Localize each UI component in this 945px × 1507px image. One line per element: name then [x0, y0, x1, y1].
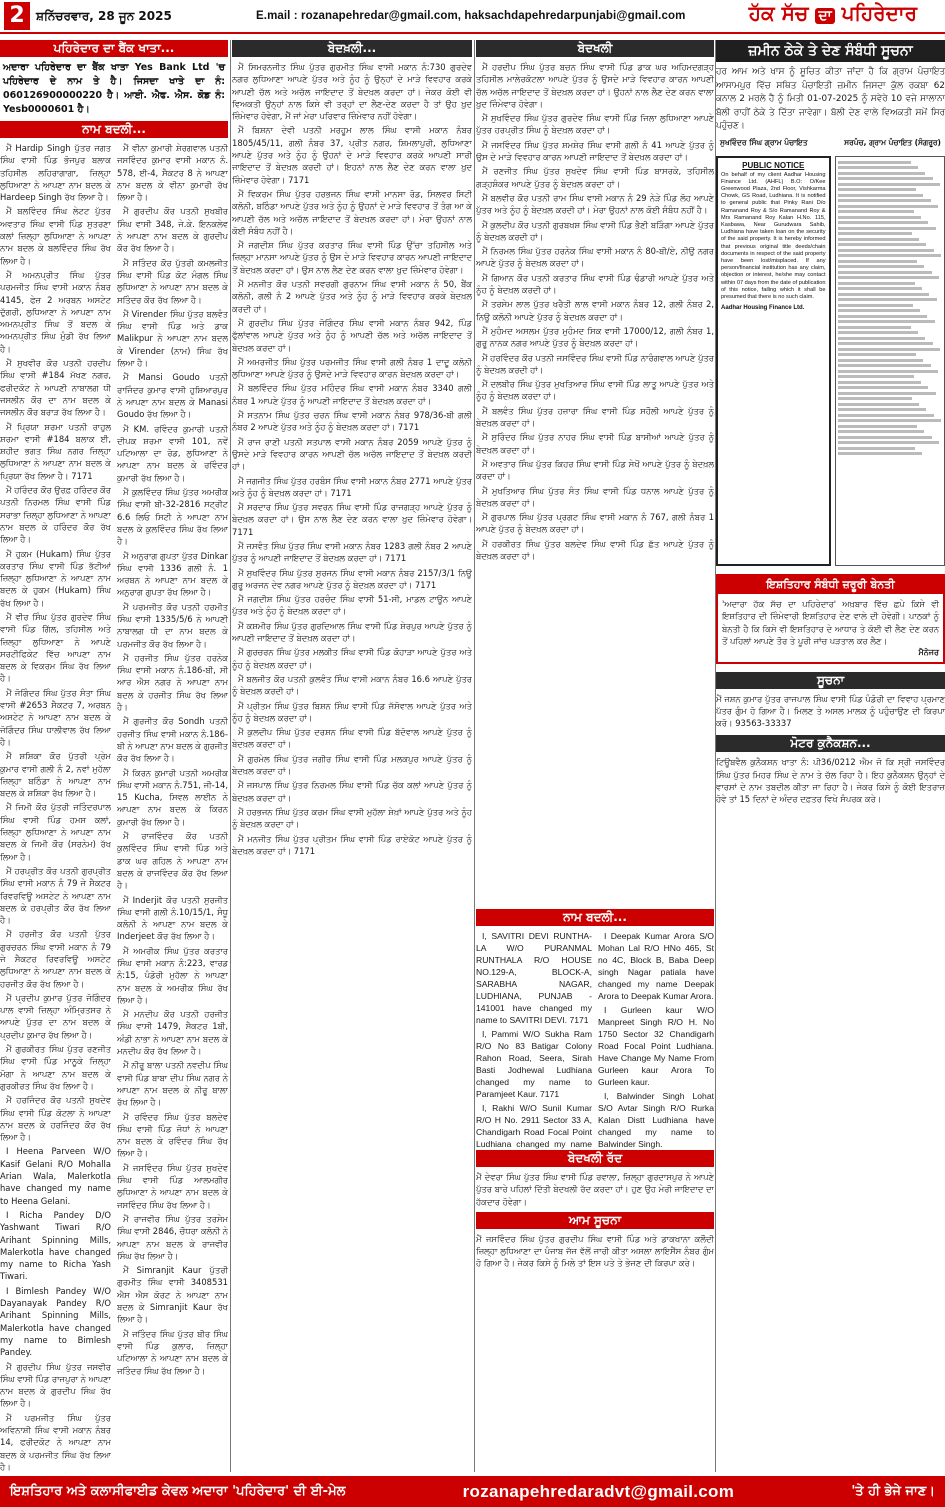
- scan-line: [838, 315, 928, 318]
- scan-line: [838, 342, 933, 345]
- scan-line: [838, 271, 932, 274]
- notice-item: ਮੈਂ ਪ੍ਰੀਤਮ ਸਿੰਘ ਪੁੱਤਰ ਬਿਸ਼ਨ ਸਿੰਘ ਵਾਸੀ ਪਿੰਡ ਜੱਸੋਵਾਲ ਆਪਣੇ ਪੁੱਤਰ ਅਤੇ ਨੂੰਹ ਨੂੰ ਬੇਦਖ਼ਲ ਕਰਦਾ ਹਾਂ।: [232, 700, 472, 723]
- notice-item: ਮੈਂ ਸੁਰਿੰਦਰ ਸਿੰਘ ਪੁੱਤਰ ਨਾਹਰ ਸਿੰਘ ਵਾਸੀ ਪਿੰਡ ਬਾਸੀਆਂ ਆਪਣੇ ਪੁੱਤਰ ਨੂੰ ਬੇਦਖ਼ਲ ਕਰਦਾ ਹਾਂ।: [476, 432, 714, 455]
- disclaimer-signature: ਮੈਨੇਜਰ: [918, 647, 939, 657]
- notice-item: ਮੈਂ KM. ਰਵਿੰਦਰ ਕੁਮਾਰੀ ਪਤਨੀ ਦੀਪਕ ਸ਼ਰਮਾ ਵਾਸੀ 101, ਨਵੇਂ ਪਟਿਆਲਾ ਦਾ ਰੋਡ, ਲੁਧਿਆਣਾ ਨੇ ਆਪਣਾ ਨਾਮ ਬਦਲ ਕੇ ਰਵਿੰਦਰ ਕੁਮਾਰੀ ਰੱਖ ਲਿਆ ਹੈ।: [117, 423, 228, 483]
- scan-line: [838, 276, 939, 279]
- notice-item: ਮੈਂ ਜੋਗਿੰਦਰ ਸਿੰਘ ਪੁੱਤਰ ਸੰਤਾ ਸਿੰਘ ਵਾਸੀ #2653 ਸੈਕਟਰ 7, ਅਰਬਨ ਅਸਟੇਟ ਨੇ ਆਪਣਾ ਨਾਮ ਬਦਲ ਕੇ ਜੋਗਿੰਦਰ ਸਿੰਘ ਧਾਲੀਵਾਲ ਰੱਖ ਲਿਆ ਹੈ।: [0, 687, 111, 747]
- scan-line: [838, 161, 911, 164]
- notice-item: ਮੈਂ ਗੁਰਪਾਲ ਸਿੰਘ ਪੁੱਤਰ ਪ੍ਰਗਟ ਸਿੰਘ ਵਾਸੀ ਮਕਾਨ ਨੰ 767, ਗਲੀ ਨੰਬਰ 1 ਆਪਣੇ ਪੁੱਤਰ ਨੂੰ ਬੇਦਖ਼ਲ ਕਰਦਾ ਹਾਂ।: [476, 512, 714, 535]
- notice-item: ਮੈਂ ਮਨਜੀਤ ਕੌਰ ਪਤਨੀ ਸਵਰਗੀ ਗੁਰਨਾਮ ਸਿੰਘ ਵਾਸੀ ਮਕਾਨ ਨੰ 50, ਬੈਂਕ ਕਲੋਨੀ, ਗਲੀ ਨੰ 2 ਆਪਣੇ ਪੁੱਤਰ ਅਤੇ ਨੂੰਹ ਨੂੰ ਮਾੜੇ ਵਿਵਹਾਰ ਕਰਕੇ ਬੇਦਖ਼ਲ ਕਰਦੀ ਹਾਂ।: [232, 279, 472, 314]
- notice-item: ਮੈਂ ਰਾਜਵਿੰਦਰ ਕੌਰ ਪਤਨੀ ਕੁਲਵਿੰਦਰ ਸਿੰਘ ਵਾਸੀ ਪਿੰਡ ਅਤੇ ਡਾਕ ਘਰ ਗਹਿਲ ਨੇ ਆਪਣਾ ਨਾਮ ਬਦਲ ਕੇ ਰਾਜਵਿੰਦਰ ਕੌਰ ਰੱਖ ਲਿਆ ਹੈ।: [117, 831, 228, 891]
- column-1: [0, 40, 228, 1472]
- notice-item: ਮੈਂ ਵੀਰ ਸਿੰਘ ਪੁੱਤਰ ਗੁਰਦੇਵ ਸਿੰਘ ਵਾਸੀ ਪਿੰਡ ਗਿੱਲ, ਤਹਿਸੀਲ ਅਤੇ ਜ਼ਿਲ੍ਹਾ ਲੁਧਿਆਣਾ ਨੇ ਆਪਣੇ ਸਰਟੀਫਿਕੇਟ ਵਿੱਚ ਆਪਣਾ ਨਾਮ ਬਦਲ ਕੇ ਵਿਕਰਮ ਸਿੰਘ ਰੱਖ ਲਿਆ ਹੈ।: [0, 611, 111, 684]
- land-lease-signature: [716, 138, 945, 148]
- scan-line: [838, 397, 912, 400]
- notice-item: ਮੈਂ Simranjit Kaur ਪੁੱਤਰੀ ਗੁਰਮੀਤ ਸਿੰਘ ਵਾਸੀ 3408531 ਐਸ ਐਸ ਕੋਰਟ ਨੇ ਆਪਣਾ ਨਾਮ ਬਦਲ ਕੇ Simranjit Kaur ਰੱਖ ਲਿਆ ਹੈ।: [117, 1265, 228, 1325]
- general-notice-text: ਮੈਂ ਜਸਵਿੰਦਰ ਸਿੰਘ ਪੁੱਤਰ ਗੁਰਦੀਪ ਸਿੰਘ ਵਾਸੀ ਪਿੰਡ ਅਤੇ ਡਾਕਖਾਨਾ ਕਲੌਦੀ ਜ਼ਿਲ੍ਹਾ ਲੁਧਿਆਣਾ ਦਾ ਪੰਜਾਬ ਜੱਜ ਵੱਲੋਂ ਜਾਰੀ ਕੀਤਾ ਅਸਲਾ ਲਾਇਸੈਂਸ ਨੰਬਰ ਗੁੰਮ ਹੋ ਗਿਆ ਹੈ। ਜੇਕਰ ਕਿਸੇ ਨੂੰ ਮਿਲੇ ਤਾਂ ਇਸ ਪਤੇ ਤੇ ਭੇਜਣ ਦੀ ਕਿਰਪਾ ਕਰੇ।: [476, 1233, 714, 1269]
- scan-line: [838, 188, 916, 191]
- name-change-list-right: [117, 142, 228, 1472]
- notice-item: ਮੈਂ ਹਰਜਿੰਦਰ ਕੌਰ ਪਤਨੀ ਸੁਖਦੇਵ ਸਿੰਘ ਵਾਸੀ ਪਿੰਡ ਕੋਟਲਾ ਨੇ ਆਪਣਾ ਨਾਮ ਬਦਲ ਕੇ ਹਰਜਿੰਦਰ ਕੌਰ ਰੱਖ ਲਿਆ ਹੈ।: [0, 1095, 111, 1143]
- notice-item: ਮੈਂ ਗੁਰਦੀਪ ਸਿੰਘ ਪੁੱਤਰ ਜਸਵੀਰ ਸਿੰਘ ਵਾਸੀ ਪਿੰਡ ਰਾਜਪੁਰਾ ਨੇ ਆਪਣਾ ਨਾਮ ਬਦਲ ਕੇ ਗੁਰਦੀਪ ਸਿੰਘ ਰੱਖ ਲਿਆ ਹੈ।: [0, 1361, 111, 1409]
- notice-item: ਮੈਂ ਸਰਦਾਰ ਸਿੰਘ ਪੁੱਤਰ ਸਵਰਨ ਸਿੰਘ ਵਾਸੀ ਪਿੰਡ ਰਾਜਗੜ੍ਹ ਆਪਣੇ ਪੁੱਤਰ ਨੂੰ ਬੇਦਖ਼ਲ ਕਰਦਾ ਹਾਂ। ਉਸ ਨਾਲ ਲੈਣ ਦੇਣ ਕਰਨ ਵਾਲਾ ਖ਼ੁਦ ਜ਼ਿੰਮੇਵਾਰ ਹੋਵੇਗਾ। 7171: [232, 502, 472, 537]
- scan-line: [838, 326, 911, 329]
- notice-item: ਮੈਂ ਨੀਰੂ ਬਾਲਾ ਪਤਨੀ ਨਵਦੀਪ ਸਿੰਘ ਵਾਸੀ ਪਿੰਡ ਬਾਬਾ ਦੀਪ ਸਿੰਘ ਨਗਰ ਨੇ ਆਪਣਾ ਨਾਮ ਬਦਲ ਕੇ ਨੀਰੂ ਬਾਲਾ ਰੱਖ ਲਿਆ ਹੈ।: [117, 1060, 228, 1108]
- notice-item: ਮੈਂ ਸਤਨਾਮ ਸਿੰਘ ਪੁੱਤਰ ਚਰਨ ਸਿੰਘ ਵਾਸੀ ਮਕਾਨ ਨੰਬਰ 978/36-ਬੀ ਗਲੀ ਨੰਬਰ 2 ਆਪਣੇ ਪੁੱਤਰ ਅਤੇ ਨੂੰਹ ਨੂੰ ਬੇਦਖ਼ਲ ਕਰਦਾ ਹਾਂ। 7171: [232, 410, 472, 433]
- scan-line: [838, 265, 925, 268]
- notice-item: ਮੈਂ Mansi Goudo ਪਤਨੀ ਰਾਜਿੰਦਰ ਕੁਮਾਰ ਵਾਸੀ ਹੁਸ਼ਿਆਰਪੁਰ ਨੇ ਆਪਣਾ ਨਾਮ ਬਦਲ ਕੇ Manasi Goudo ਰੱਖ ਲਿਆ ਹੈ।: [117, 372, 228, 420]
- notice-item: ਮੈਂ ਰਵਿੰਦਰ ਸਿੰਘ ਪੁੱਤਰ ਬਲਦੇਵ ਸਿੰਘ ਵਾਸੀ ਪਿੰਡ ਜੋਧਾਂ ਨੇ ਆਪਣਾ ਨਾਮ ਬਦਲ ਕੇ ਰਵਿੰਦਰ ਸਿੰਘ ਰੱਖ ਲਿਆ ਹੈ।: [117, 1111, 228, 1159]
- name-change-heading-2: ਨਾਮ ਬਦਲੀ...: [476, 909, 714, 926]
- notice-item: ਮੈਂ ਹਰਜੀਤ ਕੌਰ ਪਤਨੀ ਪੁੱਤਰ ਗੁਰਚਰਨ ਸਿੰਘ ਵਾਸੀ ਮਕਾਨ ਨੰ 79 ਜੇ ਸੈਕਟਰ ਰਿਵਰਵਿਊ ਅਸਟੇਟ ਲੁਧਿਆਣਾ ਨੇ ਆਪਣਾ ਨਾਮ ਬਦਲ ਕੇ ਹਰਜੀਤ ਕੌਰ ਰੱਖ ਲਿਆ ਹੈ।: [0, 929, 111, 989]
- scan-line: [838, 425, 917, 428]
- notice-item: ਮੈਂ ਅਮਨਪ੍ਰੀਤ ਸਿੰਘ ਪੁੱਤਰ ਪਰਮਜੀਤ ਸਿੰਘ ਵਾਸੀ ਮਕਾਨ ਨੰਬਰ 4145, ਫੇਜ਼ 2 ਅਰਬਨ ਅਸਟੇਟ ਦੁੱਗਰੀ, ਲੁਧਿਆਣਾ ਨੇ ਆਪਣਾ ਨਾਮ ਅਮਨਪ੍ਰੀਤ ਸਿੰਘ ਤੋਂ ਬਦਲ ਕੇ ਅਮਨਪ੍ਰੀਤ ਸਿੰਘ ਮੁੰਡੀ ਰੱਖ ਲਿਆ ਹੈ।: [0, 269, 111, 354]
- public-notice-title: PUBLIC NOTICE: [742, 160, 805, 170]
- notice-item: ਮੈਂ ਬਲਵਿੰਦਰ ਸਿੰਘ ਲੇਟਟ ਪੁੱਤਰ ਅਵਤਾਰ ਸਿੰਘ ਵਾਸੀ ਪਿੰਡ ਸੁਤਰਣਾ ਕਲਾਂ ਜ਼ਿਲ੍ਹਾ ਲੁਧਿਆਣਾ ਨੇ ਆਪਣਾ ਨਾਮ ਬਦਲ ਕੇ ਬਲਵਿੰਦਰ ਸਿੰਘ ਰੱਖ ਲਿਆ ਹੈ।: [0, 206, 111, 266]
- scan-line: [838, 205, 938, 208]
- scan-line: [838, 320, 935, 323]
- notice-item: ਮੈਂ ਵਿਕਰਮ ਸਿੰਘ ਪੁੱਤਰ ਹਰਭਜਨ ਸਿੰਘ ਵਾਸੀ ਮਾਨਸਾ ਰੋਡ, ਸਿਲਵਰ ਸਿਟੀ ਕਲੋਨੀ, ਬਠਿੰਡਾ ਆਪਣੇ ਪੁੱਤਰ ਅਤੇ ਨੂੰਹ ਨੂੰ ਉਹਨਾਂ ਦੇ ਮਾੜੇ ਵਿਵਹਾਰ ਤੋਂ ਤੰਗ ਆ ਕੇ ਆਪਣੀ ਚੱਲ ਅਤੇ ਅਚੱਲ ਜਾਇਦਾਦ ਤੋਂ ਬੇਦਖ਼ਲ ਕਰਦਾ ਹਾਂ। ਮੇਰਾ ਉਹਨਾਂ ਨਾਲ ਕੋਈ ਸੰਬੰਧ ਨਹੀਂ ਹੈ।: [232, 188, 472, 236]
- notice-item: ਮੈਂ ਮਨਦੀਪ ਕੌਰ ਪਤਨੀ ਹਰਜੀਤ ਸਿੰਘ ਵਾਸੀ 1479, ਸੈਕਟਰ 1ਬੀ, ਅੰਡੀ ਨਾਭਾ ਨੇ ਆਪਣਾ ਨਾਮ ਬਦਲ ਕੇ ਮਨਦੀਪ ਕੌਰ ਰੱਖ ਲਿਆ ਹੈ।: [117, 1009, 228, 1057]
- footer-text: ਇਸ਼ਤਿਹਾਰ ਅਤੇ ਕਲਾਸੀਫਾਈਡ ਕੇਵਲ ਅਦਾਰਾ 'ਪਹਿਰੇਦਾਰ' ਦੀ ਈ-ਮੇਲ: [10, 1484, 346, 1499]
- scan-line: [838, 403, 920, 406]
- motor-connection-text: ਟਿਊਬਵੈਲ ਕੁਨੈਕਸ਼ਨ ਖਾਤਾ ਨੰ: ਪੀ36/0212 ਐਮ ਜੋ ਕਿ ਸ੍ਰੀ ਜਸਵਿੰਦਰ ਸਿੰਘ ਪੁੱਤਰ ਮਿਹਰ ਸਿੰਘ ਦੇ ਨਾਮ ਤੇ ਚੱਲ ਰਿਹਾ ਹੈ। ਇਹ ਕੁਨੈਕਸ਼ਨ ਉਨ੍ਹਾਂ ਦੇ ਵਾਰਸਾਂ ਦੇ ਨਾਮ ਤਬਦੀਲ ਕੀਤਾ ਜਾ ਰਿਹਾ ਹੈ। ਜੇਕਰ ਕਿਸੇ ਨੂੰ ਕੋਈ ਇਤਰਾਜ਼ ਹੋਵੇ ਤਾਂ 15 ਦਿਨਾਂ ਦੇ ਅੰਦਰ ਦਫ਼ਤਰ ਵਿਖੇ ਸੰਪਰਕ ਕਰੇ।: [716, 757, 945, 805]
- scan-line: [838, 381, 922, 384]
- notice-heading: ਸੂਚਨਾ: [716, 672, 945, 689]
- scan-line: [838, 309, 921, 312]
- column-rule: [474, 40, 475, 1472]
- notice-item: ਮੈਂ ਪ੍ਰਿਯਾ ਸ਼ਰਮਾ ਪਤਨੀ ਰਾਹੁਲ ਸ਼ਰਮਾ ਵਾਸੀ #184 ਬਲਾਕ ਈ, ਸ਼ਹੀਦ ਭਗਤ ਸਿੰਘ ਨਗਰ ਜ਼ਿਲ੍ਹਾ ਲੁਧਿਆਣਾ ਨੇ ਆਪਣਾ ਨਾਮ ਬਦਲ ਕੇ ਪ੍ਰਿਯਾ ਰੱਖ ਲਿਆ ਹੈ। 7171: [0, 421, 111, 481]
- notice-item: ਮੈਂ ਗੁਰਚਰਨ ਸਿੰਘ ਪੁੱਤਰ ਮਲਕੀਤ ਸਿੰਘ ਵਾਸੀ ਪਿੰਡ ਕੋਹਾੜਾ ਆਪਣੇ ਪੁੱਤਰ ਅਤੇ ਨੂੰਹ ਨੂੰ ਬੇਦਖ਼ਲ ਕਰਦਾ ਹਾਂ।: [232, 647, 472, 670]
- notice-item: ਮੈਂ ਪਰਮਜੀਤ ਸਿੰਘ ਪੁੱਤਰ ਅਵਿਨਾਸ਼ੀ ਸਿੰਘ ਵਾਸੀ ਮਕਾਨ ਨੰਬਰ 14, ਫਰੀਦਕੋਟ ਨੇ ਆਪਣਾ ਨਾਮ ਬਦਲ ਕੇ ਪਰਮਜੀਤ ਸਿੰਘ ਰੱਖ ਲਿਆ ਹੈ।: [0, 1412, 111, 1472]
- notice-item: ਮੈਂ ਹਰਵਿੰਦਰ ਕੌਰ ਪਤਨੀ ਜਸਵਿੰਦਰ ਸਿੰਘ ਵਾਸੀ ਪਿੰਡ ਨਾਰੰਗਵਾਲ ਆਪਣੇ ਪੁੱਤਰ ਨੂੰ ਬੇਦਖ਼ਲ ਕਰਦੀ ਹਾਂ।: [476, 352, 714, 375]
- notice-item: ਮੈਂ ਹਰਦੀਪ ਸਿੰਘ ਪੁੱਤਰ ਬਚਨ ਸਿੰਘ ਵਾਸੀ ਪਿੰਡ ਡਾਕ ਘਰ ਅਹਿਮਦਗੜ੍ਹ ਤਹਿਸੀਲ ਮਾਲੇਰਕੋਟਲਾ ਆਪਣੇ ਪੁੱਤਰ ਨੂੰ ਉਸਦੇ ਮਾੜੇ ਵਿਵਹਾਰ ਕਾਰਨ ਆਪਣੀ ਚੱਲ ਅਚੱਲ ਜਾਇਦਾਦ ਤੋਂ ਬੇਦਖ਼ਲ ਕਰਦਾ ਹਾਂ। ਉਹਨਾਂ ਨਾਲ ਲੈਣ ਦੇਣ ਕਰਨ ਵਾਲਾ ਖ਼ੁਦ ਜ਼ਿੰਮੇਵਾਰ ਹੋਵੇਗਾ।: [476, 62, 714, 109]
- footer-bar: [0, 1476, 945, 1507]
- scan-line: [838, 304, 913, 307]
- notice-item: ਮੈਂ ਗੁਰਜੀਤ ਕੌਰ Sondh ਪਤਨੀ ਹਰਜੀਤ ਸਿੰਘ ਵਾਸੀ ਮਕਾਨ ਨੰ.186-ਬੀ ਨੇ ਆਪਣਾ ਨਾਮ ਬਦਲ ਕੇ ਗੁਰਜੀਤ ਕੌਰ ਰੱਖ ਲਿਆ ਹੈ।: [117, 716, 228, 764]
- scan-line: [838, 216, 922, 219]
- scan-line: [838, 172, 926, 175]
- notice-item: ਮੈਂ ਗੁਰਦੀਪ ਕੌਰ ਪਤਨੀ ਸੁਖਬੀਰ ਸਿੰਘ ਵਾਸੀ 348, ਜੇ.ਕੇ. ਇਨਕਲੇਵ ਨੇ ਆਪਣਾ ਨਾਮ ਬਦਲ ਕੇ ਗੁਰਦੀਪ ਕੌਰ ਰੱਖ ਲਿਆ ਹੈ।: [117, 206, 228, 254]
- scan-line: [838, 282, 915, 285]
- notice-item: I Richa Pandey D/O Yashwant Tiwari R/O Arihant Spinning Mills, Malerkotla have changed my name to Richa Yash Tiwari.: [0, 1209, 111, 1282]
- notice-item: ਮੈਂ ਹਰਿੰਦਰ ਕੌਰ ਉਰਫ਼ ਹਰਿੰਦਰ ਕੌਰ ਪਤਨੀ ਨਿਰਮਲ ਸਿੰਘ ਵਾਸੀ ਪਿੰਡ ਸਰਾਭਾ ਜ਼ਿਲ੍ਹਾ ਲੁਧਿਆਣਾ ਨੇ ਆਪਣਾ ਨਾਮ ਬਦਲ ਕੇ ਹਰਿੰਦਰ ਕੌਰ ਰੱਖ ਲਿਆ ਹੈ।: [0, 485, 111, 545]
- notice-item: I, SAVITRI DEVI RUNTHA-LA W/O PURANMAL RUNTHALA R/O HOUSE NO.129-A, BLOCK-A, SARABHA NAGAR, LUDHIANA, PUNJAB - 141001 have changed my name to SAVITRI DEVI. 7171: [476, 931, 592, 1025]
- notice-item: ਮੈਂ ਪਰਮਜੀਤ ਕੌਰ ਪਤਨੀ ਹਰਮੀਤ ਸਿੰਘ ਵਾਸੀ 1335/5/6 ਨੇ ਆਪਣੀ ਨਾਬਾਲਗ ਧੀ ਦਾ ਨਾਮ ਬਦਲ ਕੇ ਪਰਮਜੀਤ ਕੌਰ ਰੱਖ ਲਿਆ ਹੈ।: [117, 601, 228, 649]
- notice-item: ਮੈਂ ਹਰਪ੍ਰੀਤ ਕੌਰ ਪਤਨੀ ਗੁਰਪ੍ਰੀਤ ਸਿੰਘ ਵਾਸੀ ਮਕਾਨ ਨੰ 79 ਜੇ ਸੈਕਟਰ ਰਿਵਰਵਿਊ ਅਸਟੇਟ ਨੇ ਆਪਣਾ ਨਾਮ ਬਦਲ ਕੇ ਹਰਪ੍ਰੀਤ ਕੌਰ ਰੱਖ ਲਿਆ ਹੈ।: [0, 865, 111, 926]
- scan-line: [838, 210, 914, 213]
- scan-line: [838, 260, 917, 263]
- scan-line: [838, 452, 923, 455]
- notice-item: ਮੈਂ Virender ਸਿੰਘ ਪੁੱਤਰ ਬਲਵੰਤ ਸਿੰਘ ਵਾਸੀ ਪਿੰਡ ਅਤੇ ਡਾਕ Malikpur ਨੇ ਆਪਣਾ ਨਾਮ ਬਦਲ ਕੇ Virender (ਨਾਮ) ਸਿੰਘ ਰੱਖ ਲਿਆ ਹੈ।: [117, 308, 228, 369]
- notice-item: ਮੈਂ ਕਿਰਨ ਕੁਮਾਰੀ ਪਤਨੀ ਅਮਰੀਕ ਸਿੰਘ ਵਾਸੀ ਮਕਾਨ ਨੰ.751, ਜੀ-14, 15 Kucha, ਸਿਵਲ ਲਾਈਨ ਨੇ ਆਪਣਾ ਨਾਮ ਬਦਲ ਕੇ ਕਿਰਨ ਕੁਮਾਰੀ ਰੱਖ ਲਿਆ ਹੈ।: [117, 767, 228, 827]
- public-notice-footer: Aadhar Housing Finance Ltd.: [721, 305, 805, 312]
- notice-item: ਮੈਂ ਅਮਰਜੀਤ ਸਿੰਘ ਪੁੱਤਰ ਪਰਮਜੀਤ ਸਿੰਘ ਵਾਸੀ ਗਲੀ ਨੰਬਰ 1 ਦਾਦੂ ਕਲੋਨੀ ਲੁਧਿਆਣਾ ਆਪਣੇ ਪੁੱਤਰ ਨੂੰ ਉਸਦੇ ਮਾੜੇ ਵਿਵਹਾਰ ਕਾਰਨ ਬੇਦਖ਼ਲ ਕਰਦਾ ਹਾਂ।: [232, 356, 472, 380]
- land-lease-text: ਹਰ ਆਮ ਅਤੇ ਖਾਸ ਨੂੰ ਸੂਚਿਤ ਕੀਤਾ ਜਾਂਦਾ ਹੈ ਕਿ ਗ੍ਰਾਮ ਪੰਚਾਇਤ ਆਸਾਮਪੁਰ ਵਿੱਚ ਸਥਿਤ ਪੰਚਾਇਤੀ ਜ਼ਮੀਨ ਜਿਸਦਾ ਕੁੱਲ ਰਕਬਾ 62 ਕਨਾਲ 2 ਮਰਲੇ ਹੈ ਨੂੰ ਮਿਤੀ 01-07-2025 ਨੂੰ ਸਵੇਰੇ 10 ਵਜੇ ਸਾਲਾਨਾ ਬੋਲੀ ਰਾਹੀਂ ਠੇਕੇ ਤੇ ਦਿੱਤਾ ਜਾਵੇਗਾ। ਬੋਲੀ ਦੇਣ ਵਾਲੇ ਵਿਅਕਤੀ ਸਮੇਂ ਸਿਰ ਪਹੁੰਚਣ।: [716, 67, 945, 131]
- notice-item: ਮੈਂ ਜਸਵਿੰਦਰ ਸਿੰਘ ਪੁੱਤਰ ਸ਼ਮਸ਼ੇਰ ਸਿੰਘ ਵਾਸੀ ਗਲੀ ਨੰ 41 ਆਪਣੇ ਪੁੱਤਰ ਨੂੰ ਉਸ ਦੇ ਮਾੜੇ ਵਿਵਹਾਰ ਕਾਰਨ ਆਪਣੀ ਜਾਇਦਾਦ ਤੋਂ ਬੇਦਖ਼ਲ ਕਰਦਾ ਹਾਂ।: [476, 139, 714, 163]
- scan-line: [838, 375, 914, 378]
- scan-line: [838, 254, 941, 257]
- notice-item: I Deepak Kumar Arora S/O Mohan Lal R/O HNo 465, St no 4C, Block B, Baba Deep singh Nagar patiala have changed my name Deepak Arora to Deepak Kumar Arora.: [598, 931, 714, 1001]
- notice-item: ਮੈਂ ਹਰਜੀਤ ਸਿੰਘ ਪੁੱਤਰ ਹਰਨੇਕ ਸਿੰਘ ਵਾਸੀ ਮਕਾਨ ਨੰ.186-ਬੀ, ਸੀ ਆਰ ਐਸ ਨਗਰ ਨੇ ਆਪਣਾ ਨਾਮ ਬਦਲ ਕੇ ਹਰਜੀਤ ਸਿੰਘ ਰੱਖ ਲਿਆ ਹੈ।: [117, 652, 228, 713]
- logo-badge: ਦਾ: [815, 8, 834, 24]
- masthead: [0, 0, 945, 34]
- scan-line: [838, 287, 923, 290]
- notice-item: ਮੈਂ ਜਗਦੀਸ਼ ਸਿੰਘ ਪੁੱਤਰ ਹਰਚੰਦ ਸਿੰਘ ਵਾਸੀ 51-ਸੀ, ਮਾਡਲ ਟਾਊਨ ਆਪਣੇ ਪੁੱਤਰ ਅਤੇ ਨੂੰਹ ਨੂੰ ਬੇਦਖ਼ਲ ਕਰਦਾ ਹਾਂ।: [232, 594, 472, 617]
- scan-line: [838, 353, 916, 356]
- public-notice-text: On behalf of my client Aadhar Housing Finance Ltd. (AHFL) B.O: O/Kee Greenwood Plaza, 2nd Floor, Vishkarma Chowk, GS Road, Ludhiana. It is notified to general public that Pinky Rani D/o Ramanand Roy & S/o Ramanand Roy & Mrs Ramanand Roy Kalan H.No. 115, Kasbawa, Near Gurudwara Sahib, Ludhiana have taken loan on the security of the said property. It is hereby informed that previous original title deeds/chain documents in respect of the said property have been lost/misplaced. If any person/financial institution has any claim, objection or interest, he/she may contact within 07 days from the date of publication of this notice, failing which it shall be presumed that there is no such claim.: [721, 171, 826, 300]
- cancellation-heading: ਬੇਦਖਲੀ ਰੱਦ: [476, 1150, 714, 1167]
- court-notice-scan: [835, 156, 945, 566]
- header-email: E.mail : rozanapehredar@gmail.com, haksachdapehredarpunjabi@gmail.com: [256, 10, 686, 22]
- logo-text: ਹੱਕ ਸੱਚ: [748, 1, 809, 25]
- notice-item: ਮੈਂ ਮੁਖਤਿਆਰ ਸਿੰਘ ਪੁੱਤਰ ਸੰਤ ਸਿੰਘ ਵਾਸੀ ਪਿੰਡ ਧਨਾਲ ਆਪਣੇ ਪੁੱਤਰ ਨੂੰ ਬੇਦਖ਼ਲ ਕਰਦਾ ਹਾਂ।: [476, 485, 714, 508]
- notice-item: ਮੈਂ ਰਾਜਵੀਰ ਸਿੰਘ ਪੁੱਤਰ ਤਰਸੇਮ ਸਿੰਘ ਵਾਸੀ 2846, ਚੌਧਰਾ ਕਲੋਨੀ ਨੇ ਆਪਣਾ ਨਾਮ ਬਦਲ ਕੇ ਰਾਜਵੀਰ ਸਿੰਘ ਰੱਖ ਲਿਆ ਹੈ।: [117, 1213, 228, 1261]
- notice-item: ਮੈਂ ਕੁਲਦੀਪ ਸਿੰਘ ਪੁੱਤਰ ਦਰਸ਼ਨ ਸਿੰਘ ਵਾਸੀ ਪਿੰਡ ਬੱਦੋਵਾਲ ਆਪਣੇ ਪੁੱਤਰ ਨੂੰ ਬੇਦਖ਼ਲ ਕਰਦਾ ਹਾਂ।: [232, 727, 472, 750]
- scan-line: [838, 331, 918, 334]
- notice-item: ਮੈਂ ਬਲਵੰਤ ਸਿੰਘ ਪੁੱਤਰ ਹਜ਼ਾਰਾ ਸਿੰਘ ਵਾਸੀ ਪਿੰਡ ਸਹੌਲੀ ਆਪਣੇ ਪੁੱਤਰ ਨੂੰ ਬੇਦਖ਼ਲ ਕਰਦਾ ਹਾਂ।: [476, 405, 714, 429]
- disclaimer-heading: ਇਸ਼ਤਿਹਾਰ ਸੰਬੰਧੀ ਜ਼ਰੂਰੀ ਬੇਨਤੀ: [718, 576, 943, 594]
- footer-email[interactable]: rozanapehredaradvt@gmail.com: [462, 1481, 735, 1501]
- issue-date: ਸ਼ਨਿੱਚਰਵਾਰ, 28 ਜੂਨ 2025: [36, 9, 172, 23]
- notice-item: ਮੈਂ ਹਰਕੀਰਤ ਸਿੰਘ ਪੁੱਤਰ ਬਲਦੇਵ ਸਿੰਘ ਵਾਸੀ ਪਿੰਡ ਛੱਤ ਆਪਣੇ ਪੁੱਤਰ ਨੂੰ ਬੇਦਖ਼ਲ ਕਰਦਾ ਹਾਂ।: [476, 538, 714, 561]
- scan-line: [838, 441, 939, 444]
- bank-heading: ਪਹਿਰੇਦਾਰ ਦਾ ਬੈਂਕ ਖਾਤਾ...: [0, 40, 228, 57]
- notice-item: ਮੈਂ ਜਿਮੀ ਕੌਰ ਪੁੱਤਰੀ ਜਤਿੰਦਰਪਾਲ ਸਿੰਘ ਵਾਸੀ ਪਿੰਡ ਹਮਸ ਕਲਾਂ, ਜ਼ਿਲ੍ਹਾ ਲੁਧਿਆਣਾ ਨੇ ਆਪਣਾ ਨਾਮ ਬਦਲ ਕੇ ਜਿਮੀ ਕੌਰ (ਸਰਨੇਮ) ਰੱਖ ਲਿਆ ਹੈ।: [0, 802, 111, 862]
- scan-line: [838, 183, 940, 186]
- scan-line: [838, 348, 940, 351]
- notice-item: ਮੈਂ ਹਰਭਜਨ ਸਿੰਘ ਪੁੱਤਰ ਕਰਮ ਸਿੰਘ ਵਾਸੀ ਮੁਹੱਲਾ ਸ਼ੇਖ਼ਾਂ ਆਪਣੇ ਪੁੱਤਰ ਅਤੇ ਨੂੰਹ ਨੂੰ ਬੇਦਖ਼ਲ ਕਰਦਾ ਹਾਂ।: [232, 806, 472, 830]
- notice-item: ਮੈਂ ਸੁਖਵੀਰ ਕੌਰ ਪਤਨੀ ਹਰਦੀਪ ਸਿੰਘ ਵਾਸੀ #184 ਮੱਖਣ ਨਗਰ, ਫਰੀਦਕੋਟ ਨੇ ਆਪਣੀ ਨਾਬਾਲਗ ਧੀ ਜਸਲੀਨ ਕੌਰ ਦਾ ਨਾਮ ਬਦਲ ਕੇ ਜਸਲੀਨ ਕੌਰ ਬਰਾੜ ਰੱਖ ਲਿਆ ਹੈ।: [0, 358, 111, 418]
- notice-item: ਮੈਂ ਜਗਦੀਸ਼ ਸਿੰਘ ਪੁੱਤਰ ਕਰਤਾਰ ਸਿੰਘ ਵਾਸੀ ਪਿੰਡ ਉੱਚਾ ਤਹਿਸੀਲ ਅਤੇ ਜ਼ਿਲ੍ਹਾ ਮਾਨਸਾ ਆਪਣੇ ਪੁੱਤਰ ਨੂੰ ਉਸ ਦੇ ਮਾੜੇ ਵਿਵਹਾਰ ਕਾਰਨ ਆਪਣੀ ਜਾਇਦਾਦ ਤੋਂ ਬੇਦਖ਼ਲ ਕਰਦਾ ਹਾਂ। ਉਸ ਨਾਲ ਲੈਣ ਦੇਣ ਕਰਨ ਵਾਲਾ ਖ਼ੁਦ ਜ਼ਿੰਮੇਵਾਰ ਹੋਵੇਗਾ।: [232, 240, 472, 275]
- column-4: [716, 40, 945, 1472]
- scan-line: [838, 221, 929, 224]
- notice-item: ਮੈਂ ਪ੍ਰਦੀਪ ਕੁਮਾਰ ਪੁੱਤਰ ਜੋਗਿੰਦਰ ਪਾਲ ਵਾਸੀ ਜ਼ਿਲ੍ਹਾ ਅੰਮ੍ਰਿਤਸਰ ਨੇ ਆਪਣੇ ਪੁੱਤਰ ਦਾ ਨਾਮ ਬਦਲ ਕੇ ਪ੍ਰਦੀਪ ਕੁਮਾਰ ਰੱਖ ਲਿਆ ਹੈ।: [0, 992, 111, 1040]
- notice-item: ਮੈਂ ਰਾਜ ਰਾਣੀ ਪਤਨੀ ਸਤਪਾਲ ਵਾਸੀ ਮਕਾਨ ਨੰਬਰ 2059 ਆਪਣੇ ਪੁੱਤਰ ਨੂੰ ਉਸਦੇ ਮਾੜੇ ਵਿਵਹਾਰ ਕਾਰਨ ਆਪਣੀ ਚੱਲ ਅਚੱਲ ਜਾਇਦਾਦ ਤੋਂ ਬੇਦਖ਼ਲ ਕਰਦੀ ਹਾਂ।: [232, 436, 472, 472]
- notice-item: I Gurleen kaur W/O Manpreet Singh R/O H. No 1750 Sector 32 Chandigarh Road Focal Point Ludhiana. Have Change My Name From Gurleen kaur Arora To Gurleen kaur.: [598, 1005, 714, 1087]
- english-name-list-left: [476, 930, 592, 1150]
- column-rule: [230, 40, 231, 1472]
- notice-item: ਮੈਂ ਵੀਨਾ ਕੁਮਾਰੀ ਸ਼ੇਰਗਵਾਲ ਪਤਨੀ ਜਸਵਿੰਦਰ ਕੁਮਾਰ ਵਾਸੀ ਮਕਾਨ ਨੰ. 578, ਈ-4, ਸੈਕਟਰ 8 ਨੇ ਆਪਣਾ ਨਾਮ ਬਦਲ ਕੇ ਵੀਨਾ ਕੁਮਾਰੀ ਰੱਖ ਲਿਆ ਹੈ।: [117, 143, 228, 203]
- notice-item: ਮੈਂ ਗੁਰਕੀਰਤ ਸਿੰਘ ਪੁੱਤਰ ਰਣਜੀਤ ਸਿੰਘ ਵਾਸੀ ਪਿੰਡ ਮਾਨੂਕੇ ਜ਼ਿਲ੍ਹਾ ਮੋਗਾ ਨੇ ਆਪਣਾ ਨਾਮ ਬਦਲ ਕੇ ਗੁਰਕੀਰਤ ਸਿੰਘ ਰੱਖ ਲਿਆ ਹੈ।: [0, 1044, 111, 1091]
- disownment-list-2: [476, 61, 714, 909]
- public-notice-box: [716, 156, 831, 566]
- land-lease-heading: ਜ਼ਮੀਨ ਠੇਕੇ ਤੇ ਦੇਣ ਸੰਬੰਧੀ ਸੂਚਨਾ: [716, 40, 945, 62]
- scan-line: [838, 199, 931, 202]
- scan-line: [838, 249, 934, 252]
- notice-item: ਮੈਂ ਬਿਸ਼ਨਾ ਦੇਵੀ ਪਤਨੀ ਮਰਹੂਮ ਲਾਲ ਸਿੰਘ ਵਾਸੀ ਮਕਾਨ ਨੰਬਰ 1805/45/11, ਗਲੀ ਨੰਬਰ 37, ਪ੍ਰੀਤ ਨਗਰ, ਸ਼ਿਮਲਾਪੁਰੀ, ਲੁਧਿਆਣਾ ਆਪਣੇ ਪੁੱਤਰ ਅਤੇ ਨੂੰਹ ਨੂੰ ਉਹਨਾਂ ਦੇ ਮਾੜੇ ਵਿਵਹਾਰ ਕਰਕੇ ਆਪਣੀ ਸਾਰੀ ਜਾਇਦਾਦ ਤੋਂ ਬੇਦਖ਼ਲ ਕਰਦੀ ਹਾਂ। ਇਹਨਾਂ ਨਾਲ ਲੈਣ ਦੇਣ ਕਰਨ ਵਾਲਾ ਖ਼ੁਦ ਜ਼ਿੰਮੇਵਾਰ ਹੋਵੇਗਾ। 7171: [232, 125, 472, 185]
- footer-tail: 'ਤੇ ਹੀ ਭੇਜੇ ਜਾਣ।: [851, 1484, 935, 1499]
- scan-line: [838, 447, 915, 450]
- notice-item: ਮੈਂ ਜਤਿੰਦਰ ਸਿੰਘ ਪੁੱਤਰ ਬੀਰ ਸਿੰਘ ਵਾਸੀ ਪਿੰਡ ਕੁਲਾਰ, ਜ਼ਿਲ੍ਹਾ ਪਟਿਆਲਾ ਨੇ ਆਪਣਾ ਨਾਮ ਬਦਲ ਕੇ ਜਤਿੰਦਰ ਸਿੰਘ ਰੱਖ ਲਿਆ ਹੈ।: [117, 1328, 228, 1376]
- notice-item: ਮੈਂ ਜਗਜੀਤ ਸਿੰਘ ਪੁੱਤਰ ਹਰਬੰਸ ਸਿੰਘ ਵਾਸੀ ਮਕਾਨ ਨੰਬਰ 2771 ਆਪਣੇ ਪੁੱਤਰ ਅਤੇ ਨੂੰਹ ਨੂੰ ਬੇਦਖ਼ਲ ਕਰਦਾ ਹਾਂ। 7171: [232, 475, 472, 498]
- scan-line: [838, 392, 936, 395]
- notice-item: ਮੈਂ ਅਨੁਰਾਗ ਗੁਪਤਾ ਪੁੱਤਰ Dinkar ਸਿੰਘ ਵਾਸੀ 1336 ਗਲੀ ਨੰ. 1 ਅਰਬਨ ਨੇ ਆਪਣਾ ਨਾਮ ਬਦਲ ਕੇ ਅਨੁਰਾਗ ਗੁਪਤਾ ਰੱਖ ਲਿਆ ਹੈ।: [117, 550, 228, 598]
- notice-item: I, Balwinder Singh Lohat S/O Avtar Singh R/O Rurka Kalan Distt Ludhiana have changed my name to Balwinder Singh.: [598, 1091, 714, 1149]
- scan-line: [838, 243, 927, 246]
- scan-line: [838, 436, 932, 439]
- notice-item: ਮੈਂ ਦਲਬੀਰ ਸਿੰਘ ਪੁੱਤਰ ਮੁਖਤਿਆਰ ਸਿੰਘ ਵਾਸੀ ਪਿੰਡ ਲਾਤੂ ਆਪਣੇ ਪੁੱਤਰ ਅਤੇ ਨੂੰਹ ਨੂੰ ਬੇਦਖ਼ਲ ਕਰਦਾ ਹਾਂ।: [476, 379, 714, 402]
- notice-item: ਮੈਂ ਸੁਖਵਿੰਦਰ ਸਿੰਘ ਪੁੱਤਰ ਸੁਰਜਨ ਸਿੰਘ ਵਾਸੀ ਮਕਾਨ ਨੰਬਰ 2157/3/1 ਨਿਊ ਗੁਰੂ ਅਰਜਨ ਦੇਵ ਨਗਰ ਆਪਣੇ ਪੁੱਤਰ ਨੂੰ ਬੇਦਖ਼ਲ ਕਰਦਾ ਹਾਂ। 7171: [232, 567, 472, 590]
- scan-line: [838, 337, 926, 340]
- notice-item: ਮੈਂ ਬਲਜੀਤ ਕੌਰ ਪਤਨੀ ਕੁਲਵੰਤ ਸਿੰਘ ਵਾਸੀ ਮਕਾਨ ਨੰਬਰ 16.6 ਆਪਣੇ ਪੁੱਤਰ ਨੂੰ ਬੇਦਖ਼ਲ ਕਰਦੀ ਹਾਂ।: [232, 673, 472, 697]
- public-notices: [716, 156, 945, 566]
- disownment-list: [232, 61, 472, 857]
- name-change-list-left: [0, 142, 111, 1472]
- notice-item: ਮੈਂ ਰਣਜੀਤ ਸਿੰਘ ਪੁੱਤਰ ਸੁਖਦੇਵ ਸਿੰਘ ਵਾਸੀ ਪਿੰਡ ਬਾਸਰਕੇ, ਤਹਿਸੀਲ ਗੜ੍ਹਸ਼ੰਕਰ ਆਪਣੇ ਪੁੱਤਰ ਨੂੰ ਬੇਦਖ਼ਲ ਕਰਦਾ ਹਾਂ।: [476, 166, 714, 189]
- signature-right: ਸਰਪੰਚ, ਗ੍ਰਾਮ ਪੰਚਾਇਤ (ਸੰਗਰੂਰ): [844, 137, 941, 147]
- scan-line: [838, 166, 918, 169]
- notice-item: ਮੈਂ ਜਸਵਿੰਦਰ ਸਿੰਘ ਪੁੱਤਰ ਸੁਖਦੇਵ ਸਿੰਘ ਵਾਸੀ ਪਿੰਡ ਆਲਮਗੀਰ ਲੁਧਿਆਣਾ ਨੇ ਆਪਣਾ ਨਾਮ ਬਦਲ ਕੇ ਜਸਵਿੰਦਰ ਸਿੰਘ ਰੱਖ ਲਿਆ ਹੈ।: [117, 1162, 228, 1210]
- cancellation-text: ਮੈਂ ਦੇਵਰਾ ਸਿੰਘ ਪੁੱਤਰ ਸਿੰਘ ਵਾਸੀ ਪਿੰਡ ਰਵਾਲਾ, ਜ਼ਿਲ੍ਹਾ ਗੁਰਦਾਸਪੁਰ ਨੇ ਆਪਣੇ ਪੁੱਤਰ ਬਾਰੇ ਪਹਿਲਾਂ ਦਿੱਤੀ ਬੇਦਖਲੀ ਰੱਦ ਕਰਦਾ ਹਾਂ। ਹੁਣ ਉਹ ਮੇਰੀ ਜਾਇਦਾਦ ਦਾ ਹੱਕਦਾਰ ਹੋਵੇਗਾ।: [476, 1172, 714, 1207]
- notice-item: ਮੈਂ Hardip Singh ਪੁੱਤਰ ਜਗਤ ਸਿੰਘ ਵਾਸੀ ਪਿੰਡ ਭੋਜਪੁਰ ਬਲਾਕ ਤਹਿਸੀਲ ਲਹਿਰਾਗਾਗਾ, ਜ਼ਿਲ੍ਹਾ ਲੁਧਿਆਣਾ ਨੇ ਆਪਣਾ ਨਾਮ ਬਦਲ ਕੇ Hardeep Singh ਰੱਖ ਲਿਆ ਹੈ।: [0, 143, 111, 203]
- scan-line: [838, 430, 925, 433]
- notice-item: ਮੈਂ ਗਿਆਨ ਕੌਰ ਪਤਨੀ ਕਰਤਾਰ ਸਿੰਘ ਵਾਸੀ ਪਿੰਡ ਢੰਡਾਰੀ ਆਪਣੇ ਪੁੱਤਰ ਅਤੇ ਨੂੰਹ ਨੂੰ ਬੇਦਖ਼ਲ ਕਰਦੀ ਹਾਂ।: [476, 272, 714, 296]
- advertisement-disclaimer: [716, 574, 945, 664]
- bank-details: ਅਦਾਰਾ ਪਹਿਰੇਦਾਰ ਦਾ ਬੈਂਕ ਖਾਤਾ Yes Bank Ltd 'ਚ ਪਹਿਰੇਦਾਰ ਦੇ ਨਾਮ ਤੇ ਹੈ। ਜਿਸਦਾ ਖਾਤੇ ਦਾ ਨੰ: 060126900000220 ਹੈ। ਆਈ. ਐਫ. ਐਸ. ਕੋਡ ਨੰ: Yesb0000601 ਹੈ।: [3, 62, 225, 115]
- column-3: [476, 40, 714, 1472]
- notice-item: ਮੈਂ ਮਨਜੀਤ ਸਿੰਘ ਪੁੱਤਰ ਪ੍ਰੀਤਮ ਸਿੰਘ ਵਾਸੀ ਪਿੰਡ ਰਾਏਕੋਟ ਆਪਣੇ ਪੁੱਤਰ ਨੂੰ ਬੇਦਖ਼ਲ ਕਰਦਾ ਹਾਂ। 7171: [232, 833, 472, 856]
- scan-line: [838, 419, 941, 422]
- scan-line: [838, 232, 912, 235]
- scan-line: [838, 359, 924, 362]
- newspaper-logo: [749, 1, 917, 25]
- notice-item: ਮੈਂ ਨਿਰਮਲ ਸਿੰਘ ਪੁੱਤਰ ਹਰਨੇਕ ਸਿੰਘ ਵਾਸੀ ਮਕਾਨ ਨੰ 80-ਬੀ/ਏ, ਨੀਉ ਨਗਰ ਆਪਣੇ ਪੁੱਤਰ ਨੂੰ ਬੇਦਖ਼ਲ ਕਰਦਾ ਹਾਂ।: [476, 246, 714, 269]
- notice-item: ਮੈਂ Inderjit ਕੌਰ ਪਤਨੀ ਸੁਰਜੀਤ ਸਿੰਘ ਵਾਸੀ ਗਲੀ ਨੰ.10/15/1, ਸੰਧੂ ਕਲੋਨੀ ਨੇ ਆਪਣਾ ਨਾਮ ਬਦਲ ਕੇ Inderjeet ਕੌਰ ਰੱਖ ਲਿਆ ਹੈ।: [117, 894, 228, 942]
- notice-item: I, Pammi W/O Sukha Ram R/O No 83 Batigar Colony Rahon Road, Seera, Sirah Basti Jodhewal Ludhiana changed my name to Paramjeet Kaur. 7171: [476, 1029, 592, 1099]
- column-2: [232, 40, 472, 1472]
- notice-item: ਮੈਂ ਹੁਕਮ (Hukam) ਸਿੰਘ ਪੁੱਤਰ ਕਰਤਾਰ ਸਿੰਘ ਵਾਸੀ ਪਿੰਡ ਭੱਟੀਆਂ ਜ਼ਿਲ੍ਹਾ ਲੁਧਿਆਣਾ ਨੇ ਆਪਣਾ ਨਾਮ ਬਦਲ ਕੇ ਹੁਕਮ (Hukam) ਸਿੰਘ ਰੱਖ ਲਿਆ ਹੈ।: [0, 548, 111, 608]
- english-name-list-right: [598, 930, 714, 1150]
- notice-item: ਮੈਂ ਬਲਵਿੰਦਰ ਸਿੰਘ ਪੁੱਤਰ ਮਹਿੰਦਰ ਸਿੰਘ ਵਾਸੀ ਮਕਾਨ ਨੰਬਰ 3340 ਗਲੀ ਨੰਬਰ 1 ਆਪਣੇ ਪੁੱਤਰ ਨੂੰ ਆਪਣੀ ਜਾਇਦਾਦ ਤੋਂ ਬੇਦਖ਼ਲ ਕਰਦਾ ਹਾਂ।: [232, 383, 472, 406]
- page-number: 2: [4, 2, 30, 30]
- general-notice-heading: ਆਮ ਸੂਚਨਾ: [476, 1212, 714, 1229]
- motor-connection-heading: ਮੋਟਰ ਕੁਨੈਕਸ਼ਨ...: [716, 735, 945, 752]
- notice-item: ਮੈਂ ਗੁਰਮੇਲ ਸਿੰਘ ਪੁੱਤਰ ਜਗੀਰ ਸਿੰਘ ਵਾਸੀ ਪਿੰਡ ਮਲਕਪੁਰ ਆਪਣੇ ਪੁੱਤਰ ਨੂੰ ਬੇਦਖ਼ਲ ਕਰਦਾ ਹਾਂ।: [232, 753, 472, 777]
- scan-line: [838, 298, 937, 301]
- scan-line: [838, 408, 927, 411]
- notice-item: ਮੈਂ ਗੁਰਦੀਪ ਸਿੰਘ ਪੁੱਤਰ ਜੋਗਿੰਦਰ ਸਿੰਘ ਵਾਸੀ ਮਕਾਨ ਨੰਬਰ 942, ਪਿੰਡ ਫੁੱਲਾਂਵਾਲ ਆਪਣੇ ਪੁੱਤਰ ਅਤੇ ਨੂੰਹ ਨੂੰ ਆਪਣੀ ਚੱਲ ਅਤੇ ਅਚੱਲ ਜਾਇਦਾਦ ਤੋਂ ਬੇਦਖ਼ਲ ਕਰਦਾ ਹਾਂ।: [232, 317, 472, 353]
- scan-line: [838, 364, 931, 367]
- logo-tail: ਪਹਿਰੇਦਾਰ: [841, 1, 917, 25]
- name-change-heading: ਨਾਮ ਬਦਲੀ...: [0, 121, 228, 138]
- disclaimer-text: 'ਅਦਾਰਾ ਹੱਕ ਸੱਚ ਦਾ ਪਹਿਰੇਦਾਰ' ਅਖ਼ਬਾਰ ਵਿੱਚ ਛਪੇ ਕਿਸੇ ਵੀ ਇਸ਼ਤਿਹਾਰ ਦੀ ਜ਼ਿੰਮੇਵਾਰੀ ਇਸ਼ਤਿਹਾਰ ਦੇਣ ਵਾਲੇ ਦੀ ਹੋਵੇਗੀ। ਪਾਠਕਾਂ ਨੂੰ ਬੇਨਤੀ ਹੈ ਕਿ ਕਿਸੇ ਵੀ ਇਸ਼ਤਿਹਾਰ ਦੇ ਆਧਾਰ ਤੇ ਕੋਈ ਵੀ ਲੈਣ ਦੇਣ ਕਰਨ ਤੋਂ ਪਹਿਲਾਂ ਆਪਣੇ ਤੌਰ ਤੇ ਪੂਰੀ ਜਾਂਚ ਪੜਤਾਲ ਕਰ ਲੈਣ।: [722, 598, 939, 646]
- scan-line: [838, 194, 924, 197]
- notice-item: ਮੈਂ ਤਰਸੇਮ ਲਾਲ ਪੁੱਤਰ ਖਰੈਤੀ ਲਾਲ ਵਾਸੀ ਮਕਾਨ ਨੰਬਰ 12, ਗਲੀ ਨੰਬਰ 2, ਨਿਊ ਕਲੋਨੀ ਆਪਣੇ ਪੁੱਤਰ ਨੂੰ ਬੇਦਖ਼ਲ ਕਰਦਾ ਹਾਂ।: [476, 299, 714, 322]
- notice-item: ਮੈਂ ਕੁਲਦੀਪ ਕੌਰ ਪਤਨੀ ਗੁਰਬਖਸ਼ ਸਿੰਘ ਵਾਸੀ ਪਿੰਡ ਭੈਣੀ ਬੜਿੰਗਾ ਆਪਣੇ ਪੁੱਤਰ ਨੂੰ ਬੇਦਖ਼ਲ ਕਰਦੀ ਹਾਂ।: [476, 219, 714, 242]
- disownment-heading: ਬੇਦਖ਼ਲੀ...: [232, 40, 472, 57]
- notice-item: ਮੈਂ ਸ਼ਸ਼ਿਕਾ ਕੌਰ ਪੁੱਤਰੀ ਪ੍ਰੇਮ ਕੁਮਾਰ ਵਾਸੀ ਗਲੀ ਨੰ 2, ਨਵਾਂ ਮੁਹੱਲਾ ਜ਼ਿਲ੍ਹਾ ਬਠਿੰਡਾ ਨੇ ਆਪਣਾ ਨਾਮ ਬਦਲ ਕੇ ਸ਼ਸ਼ਿਕਾ ਰੱਖ ਲਿਆ ਹੈ।: [0, 751, 111, 799]
- notice-item: ਮੈਂ ਬਲਵੀਰ ਕੌਰ ਪਤਨੀ ਰਾਮ ਸਿੰਘ ਵਾਸੀ ਮਕਾਨ ਨੰ 29 ਨੇੜੇ ਪਿੰਡ ਲੋਹ ਆਪਣੇ ਪੁੱਤਰ ਅਤੇ ਨੂੰਹ ਨੂੰ ਬੇਦਖ਼ਲ ਕਰਦੀ ਹਾਂ। ਮੇਰਾ ਉਹਨਾਂ ਨਾਲ ਕੋਈ ਸੰਬੰਧ ਨਹੀਂ ਹੈ।: [476, 192, 714, 216]
- disownment-heading-2: ਬੇਦਖਲੀ: [476, 40, 714, 57]
- signature-left: ਸੁਖਵਿੰਦਰ ਸਿੰਘ ਗ੍ਰਾਮ ਪੰਚਾਇਤ: [720, 137, 808, 147]
- notice-item: I, Rakhi W/O Sunil Kumar R/O H No. 2911 Sector 33 A, Chandigarh Road Focal Point Ludhiana changed my name: [476, 1103, 592, 1149]
- notice-item: ਮੈਂ ਮੁਹੰਮਦ ਅਸਲਮ ਪੁੱਤਰ ਮੁਹੰਮਦ ਸਿਕ ਵਾਸੀ 17000/12, ਗਲੀ ਨੰਬਰ 1, ਗੁਰੂ ਨਾਨਕ ਨਗਰ ਆਪਣੇ ਪੁੱਤਰ ਨੂੰ ਬੇਦਖ਼ਲ ਕਰਦਾ ਹਾਂ।: [476, 325, 714, 349]
- scan-line: [838, 227, 936, 230]
- scan-line: [838, 238, 920, 241]
- scan-line: [838, 386, 929, 389]
- notice-item: ਮੈਂ ਜਸਪਾਲ ਸਿੰਘ ਪੁੱਤਰ ਨਿਰਮਲ ਸਿੰਘ ਵਾਸੀ ਪਿੰਡ ਚੱਕ ਕਲਾਂ ਆਪਣੇ ਪੁੱਤਰ ਨੂੰ ਬੇਦਖ਼ਲ ਕਰਦਾ ਹਾਂ।: [232, 780, 472, 803]
- scan-line: [838, 370, 938, 373]
- notice-item: ਮੈਂ ਕੁਲਵਿੰਦਰ ਸਿੰਘ ਪੁੱਤਰ ਅਮਰੀਕ ਸਿੰਘ ਵਾਸੀ ਬੀ-32-2816 ਸਟ੍ਰੀਟ 6.6 ਲਿਓ ਸਿਟੀ ਨੇ ਆਪਣਾ ਨਾਮ ਬਦਲ ਕੇ ਕੁਲਵਿੰਦਰ ਸਿੰਘ ਰੱਖ ਲਿਆ ਹੈ।: [117, 487, 228, 547]
- notice-item: I Heena Parveen W/O Kasif Gelani R/O Mohalla Arian Wala, Malerkotla have changed my name to Heena Gelani.: [0, 1146, 111, 1206]
- notice-text: ਮੈਂ ਜਸ਼ਨ ਕੁਮਾਰ ਪੁੱਤਰ ਰਾਜਪਾਲ ਸਿੰਘ ਵਾਸੀ ਪਿੰਡ ਪੰਡੋਰੀ ਦਾ ਵਿਵਾਹ ਪ੍ਰਮਾਣ ਪੱਤਰ ਗੁੰਮ ਹੋ ਗਿਆ ਹੈ। ਮਿਲਣ ਤੇ ਅਸਲ ਮਾਲਕ ਨੂੰ ਪਹੁੰਚਾਉਣ ਦੀ ਕਿਰਪਾ ਕਰੋ। 93563-33337: [716, 693, 945, 729]
- notice-item: ਮੈਂ ਅਮਰੀਕ ਸਿੰਘ ਪੁੱਤਰ ਕਰਤਾਰ ਸਿੰਘ ਵਾਸੀ ਮਕਾਨ ਨੰ:223, ਵਾਰਡ ਨੰ:15, ਪੰਡੋਰੀ ਮੁਹੱਲਾ ਨੇ ਆਪਣਾ ਨਾਮ ਬਦਲ ਕੇ ਅਮਰੀਕ ਸਿੰਘ ਰੱਖ ਲਿਆ ਹੈ।: [117, 945, 228, 1005]
- notice-item: I Bimlesh Pandey W/O Dayanayak Pandey R/O Arihant Spinning Mills, Malerkotla have changed my name to Bimlesh Pandey.: [0, 1285, 111, 1358]
- notice-item: ਮੈਂ ਸਿਮਰਨਜੀਤ ਸਿੰਘ ਪੁੱਤਰ ਗੁਰਮੀਤ ਸਿੰਘ ਵਾਸੀ ਮਕਾਨ ਨੰ:730 ਗੁਰਦੇਵ ਨਗਰ ਲੁਧਿਆਣਾ ਆਪਣੇ ਪੁੱਤਰ ਅਤੇ ਨੂੰਹ ਨੂੰ ਉਨ੍ਹਾਂ ਦੇ ਮਾੜੇ ਵਿਵਹਾਰ ਕਰਕੇ ਆਪਣੀ ਚੱਲ ਅਤੇ ਅਚੱਲ ਜਾਇਦਾਦ ਤੋਂ ਬੇਦਖ਼ਲ ਕਰਦਾ ਹਾਂ। ਜੇਕਰ ਕੋਈ ਵੀ ਵਿਅਕਤੀ ਉਨ੍ਹਾਂ ਨਾਲ ਕਿਸੇ ਵੀ ਤਰ੍ਹਾਂ ਦਾ ਲੈਣ-ਦੇਣ ਕਰਦਾ ਹੈ ਤਾਂ ਉਹ ਖ਼ੁਦ ਜ਼ਿੰਮੇਵਾਰ ਹੋਵੇਗਾ, ਮੈਂ ਜਾਂ ਮੇਰਾ ਪਰਿਵਾਰ ਜ਼ਿੰਮੇਵਾਰ ਨਹੀਂ ਹੋਵੇਗਾ।: [232, 62, 472, 122]
- notice-item: ਮੈਂ ਅਵਤਾਰ ਸਿੰਘ ਪੁੱਤਰ ਕਿਹਰ ਸਿੰਘ ਵਾਸੀ ਪਿੰਡ ਸੇਖੋਂ ਆਪਣੇ ਪੁੱਤਰ ਨੂੰ ਬੇਦਖ਼ਲ ਕਰਦਾ ਹਾਂ।: [476, 458, 714, 482]
- notice-item: ਮੈਂ ਸਤਿੰਦਰ ਕੌਰ ਪੁੱਤਰੀ ਕਮਲਜੀਤ ਸਿੰਘ ਵਾਸੀ ਪਿੰਡ ਕੋਟ ਮੰਗਲ ਸਿੰਘ ਲੁਧਿਆਣਾ ਨੇ ਆਪਣਾ ਨਾਮ ਬਦਲ ਕੇ ਸਤਿੰਦਰ ਕੌਰ ਰੱਖ ਲਿਆ ਹੈ।: [117, 257, 228, 305]
- scan-line: [838, 414, 934, 417]
- scan-line: [838, 293, 930, 296]
- notice-item: ਮੈਂ ਕਸ਼ਮੀਰ ਸਿੰਘ ਪੁੱਤਰ ਗੁਰਦਿਆਲ ਸਿੰਘ ਵਾਸੀ ਪਿੰਡ ਸ਼ੇਰਪੁਰ ਆਪਣੇ ਪੁੱਤਰ ਨੂੰ ਆਪਣੀ ਜਾਇਦਾਦ ਤੋਂ ਬੇਦਖ਼ਲ ਕਰਦਾ ਹਾਂ।: [232, 620, 472, 644]
- notice-item: ਮੈਂ ਜਸਵੰਤ ਸਿੰਘ ਪੁੱਤਰ ਸਿੰਘ ਵਾਸੀ ਮਕਾਨ ਨੰਬਰ 1283 ਗਲੀ ਨੰਬਰ 2 ਆਪਣੇ ਪੁੱਤਰ ਨੂੰ ਆਪਣੀ ਜਾਇਦਾਦ ਤੋਂ ਬੇਦਖ਼ਲ ਕਰਦਾ ਹਾਂ। 7171: [232, 540, 472, 564]
- scan-line: [838, 177, 933, 180]
- notice-item: ਮੈਂ ਸੁਖਵਿੰਦਰ ਸਿੰਘ ਪੁੱਤਰ ਗੁਰਦੇਵ ਸਿੰਘ ਵਾਸੀ ਪਿੰਡ ਜਿਲਾ ਲੁਧਿਆਣਾ ਆਪਣੇ ਪੁੱਤਰ ਹਰਪ੍ਰੀਤ ਸਿੰਘ ਨੂੰ ਬੇਦਖ਼ਲ ਕਰਦਾ ਹਾਂ।: [476, 113, 714, 136]
